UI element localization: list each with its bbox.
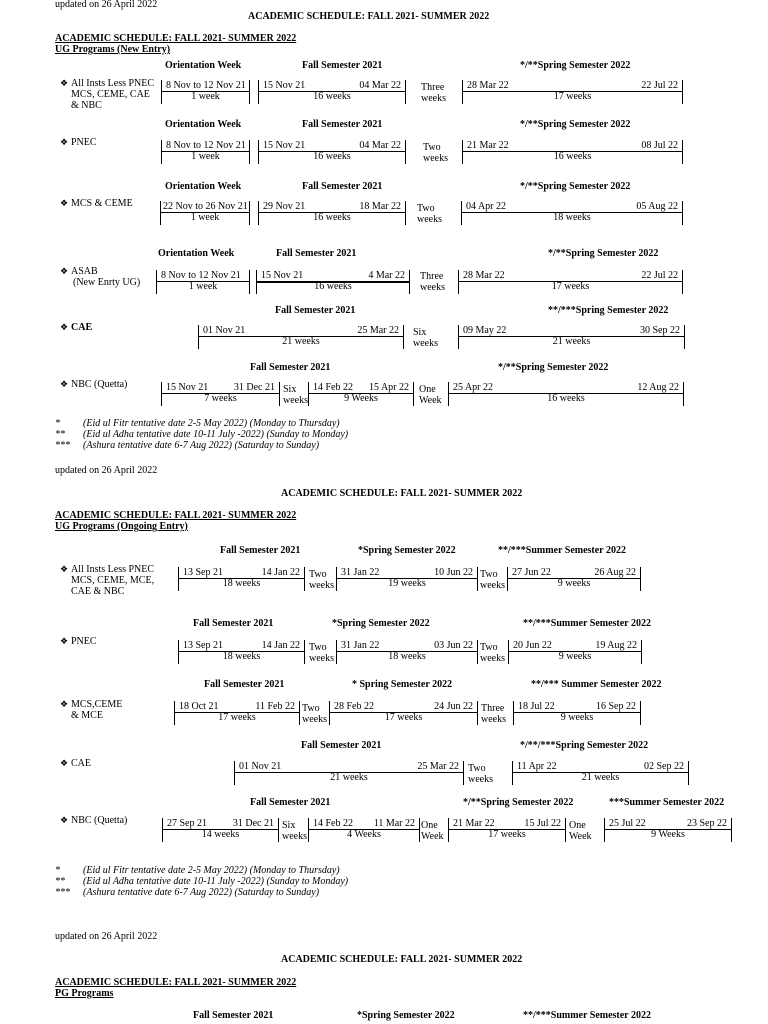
break-gap: Two weeks — [309, 642, 334, 664]
note-row: * (Eid ul Fitr tentative date 2-5 May 2022) (Monday to Thursday) — [55, 418, 340, 429]
fall-duration: 16 weeks — [313, 91, 351, 102]
header-spring: */**Spring Semester 2022 — [520, 119, 631, 130]
bullet-icon: ❖ — [60, 636, 69, 646]
spring-bar: 21 Mar 22 08 Jul 22 16 weeks — [462, 140, 683, 164]
row-label: MCS,CEME — [71, 699, 123, 710]
header-spring: */**Spring Semester 2022 — [520, 60, 631, 71]
row-label: All Insts Less PNEC — [71, 564, 155, 575]
row-label: All Insts Less PNEC — [71, 78, 155, 89]
row-label: CAE — [71, 758, 91, 769]
row-label-line3: & NBC — [71, 100, 102, 111]
header-orientation: Orientation Week — [165, 119, 242, 130]
row-label: PNEC — [71, 137, 97, 148]
header-fall: Fall Semester 2021 — [250, 362, 331, 373]
summer-bar: 25 Jul 22 23 Sep 22 9 Weeks — [604, 818, 732, 842]
header-fall: Fall Semester 2021 — [220, 545, 301, 556]
header-fall: Fall Semester 2021 — [193, 618, 274, 629]
break-gap: Two weeks — [480, 642, 505, 664]
header-fall: Fall Semester 2021 — [302, 119, 383, 130]
header-fall: Fall Semester 2021 — [204, 679, 285, 690]
fall-bar: 15 Nov 21 31 Dec 21 7 weeks — [161, 382, 280, 406]
break-gap: One Week — [419, 384, 442, 406]
spring-bar: 04 Apr 22 05 Aug 22 18 weeks — [461, 201, 683, 225]
row-label-line2: MCS, CEME, MCE, — [71, 575, 155, 586]
updated-note: updated on 26 April 2022 — [55, 931, 158, 942]
break-gap: Three weeks — [420, 271, 445, 293]
fall-bar: 13 Sep 21 14 Jan 22 18 weeks — [178, 640, 305, 664]
break-gap: Six weeks — [283, 384, 308, 406]
orientation-bar: 22 Nov to 26 Nov 21 1 week — [160, 201, 250, 225]
orientation-bar — [161, 80, 250, 104]
updated-note: updated on 26 April 2022 — [55, 465, 158, 476]
break-gap: One Week — [421, 820, 444, 842]
bullet-icon: ❖ — [60, 815, 69, 825]
section-subtitle: PG Programs — [55, 988, 114, 999]
row-label-line3: CAE & NBC — [71, 586, 125, 597]
spring-end: 22 Jul 22 — [641, 80, 678, 91]
spring-bar: 25 Apr 22 12 Aug 22 16 weeks — [448, 382, 684, 406]
row-label: PNEC — [71, 636, 97, 647]
header-fall: Fall Semester 2021 — [275, 305, 356, 316]
bullet-icon: ❖ — [60, 322, 69, 332]
section-subtitle: UG Programs (Ongoing Entry) — [55, 521, 188, 532]
page-title: ACADEMIC SCHEDULE: FALL 2021- SUMMER 2022 — [281, 488, 523, 499]
header-spring: *Spring Semester 2022 — [358, 545, 456, 556]
page-title: ACADEMIC SCHEDULE: FALL 2021- SUMMER 2022 — [248, 11, 490, 22]
fall-bar: 01 Nov 21 25 Mar 22 21 weeks — [198, 325, 404, 349]
row-label: ASAB — [71, 266, 98, 277]
bullet-icon: ❖ — [60, 379, 69, 389]
break-gap: Three weeks — [421, 82, 446, 104]
spring-bar: 31 Jan 22 10 Jun 22 19 weeks — [336, 567, 478, 591]
row-label: NBC (Quetta) — [71, 815, 128, 826]
spring-bar: 21 Mar 22 15 Jul 22 17 weeks — [448, 818, 566, 842]
fall-end: 04 Mar 22 — [359, 80, 401, 91]
break-gap: Six weeks — [413, 327, 438, 349]
section-title: ACADEMIC SCHEDULE: FALL 2021- SUMMER 2022 — [55, 33, 297, 44]
row-label-line2: (New Enrty UG) — [73, 277, 141, 288]
header-fall: Fall Semester 2021 — [301, 740, 382, 751]
header-summer: **/*** Summer Semester 2022 — [531, 679, 662, 690]
header-orientation: Orientation Week — [165, 181, 242, 192]
break-gap: One Week — [569, 820, 592, 842]
section-subtitle: UG Programs (New Entry) — [55, 44, 171, 55]
break-gap: Six weeks — [282, 820, 307, 842]
header-spring: */**Spring Semester 2022 — [520, 181, 631, 192]
row-label: MCS & CEME — [71, 198, 133, 209]
row-label: CAE — [71, 322, 93, 333]
updated-note: updated on 26 April 2022 — [55, 0, 158, 10]
header-fall: Fall Semester 2021 — [250, 797, 331, 808]
break-gap: Two weeks — [480, 569, 505, 591]
note-row: *** (Ashura tentative date 6-7 Aug 2022) (Saturday to Sunday) — [55, 440, 320, 451]
header-fall: Fall Semester 2021 — [276, 248, 357, 259]
bullet-icon: ❖ — [60, 699, 69, 709]
header-spring: */**Spring Semester 2022 — [463, 797, 574, 808]
row-label-line2: MCS, CEME, CAE — [71, 89, 150, 100]
bullet-icon: ❖ — [60, 198, 69, 208]
bullet-icon: ❖ — [60, 758, 69, 768]
note-row: * (Eid ul Fitr tentative date 2-5 May 2022) (Monday to Thursday) — [55, 865, 340, 876]
summer-bar: 20 Jun 22 19 Aug 22 9 weeks — [508, 640, 642, 664]
break-gap: Three weeks — [481, 703, 506, 725]
fall-bar: 15 Nov 21 4 Mar 22 16 weeks — [256, 270, 410, 294]
header-summer: **/***Summer Semester 2022 — [523, 618, 651, 629]
header-spring: */**Spring Semester 2022 — [548, 248, 659, 259]
note-row: ** (Eid ul Adha tentative date 10-11 July -2022) (Sunday to Monday) — [55, 876, 349, 887]
row-label-line2: & MCE — [71, 710, 103, 721]
header-spring: *Spring Semester 2022 — [357, 1010, 455, 1021]
fall-bar: 29 Nov 21 18 Mar 22 16 weeks — [258, 201, 406, 225]
fall-bar — [258, 80, 406, 104]
header-spring: * Spring Semester 2022 — [352, 679, 453, 690]
header-spring: */**/***Spring Semester 2022 — [520, 740, 649, 751]
spring-duration: 17 weeks — [553, 91, 592, 102]
spring-bar: 09 May 22 30 Sep 22 21 weeks — [458, 325, 685, 349]
bullet-icon: ❖ — [60, 137, 69, 147]
summer-bar: 18 Jul 22 16 Sep 22 9 weeks — [513, 701, 641, 725]
break-gap: Two weeks — [423, 142, 448, 164]
orientation-bar: 8 Nov to 12 Nov 21 1 week — [156, 270, 250, 294]
header-orientation: Orientation Week — [158, 248, 235, 259]
header-fall: Fall Semester 2021 — [193, 1010, 274, 1021]
summer-bar: 27 Jun 22 26 Aug 22 9 weeks — [507, 567, 641, 591]
fall-bar: 13 Sep 21 14 Jan 22 18 weeks — [178, 567, 305, 591]
row-label: NBC (Quetta) — [71, 379, 128, 390]
header-orientation: Orientation Week — [165, 60, 242, 71]
spring-bar: 31 Jan 22 03 Jun 22 18 weeks — [336, 640, 478, 664]
header-summer: ***Summer Semester 2022 — [609, 797, 725, 808]
spring-bar: 11 Apr 22 02 Sep 22 21 weeks — [512, 761, 689, 785]
spring-start: 28 Mar 22 — [467, 80, 509, 91]
header-summer: **/***Summer Semester 2022 — [523, 1010, 651, 1021]
header-fall: Fall Semester 2021 — [302, 181, 383, 192]
note-row: ** (Eid ul Adha tentative date 10-11 July -2022) (Sunday to Monday) — [55, 429, 349, 440]
orientation-dates: 8 Nov to 12 Nov 21 — [166, 80, 246, 91]
spring-bar — [462, 80, 683, 104]
bullet-icon: ❖ — [60, 266, 69, 276]
break-gap: Two weeks — [417, 203, 442, 225]
fall-bar: 15 Nov 21 04 Mar 22 16 weeks — [258, 140, 406, 164]
break-gap: Two weeks — [309, 569, 334, 591]
fall-bar: 01 Nov 21 25 Mar 22 21 weeks — [234, 761, 464, 785]
header-summer: **/***Summer Semester 2022 — [498, 545, 626, 556]
header-spring: *Spring Semester 2022 — [332, 618, 430, 629]
header-spring: **/***Spring Semester 2022 — [548, 305, 669, 316]
spring-bar: 28 Feb 22 24 Jun 22 17 weeks — [329, 701, 478, 725]
fall-bar: 27 Sep 21 31 Dec 21 14 weeks — [162, 818, 279, 842]
header-fall: Fall Semester 2021 — [302, 60, 383, 71]
break-gap: Two weeks — [468, 763, 493, 785]
fall-bar: 18 Oct 21 11 Feb 22 17 weeks — [174, 701, 300, 725]
break-gap: Two weeks — [302, 703, 327, 725]
spring-part1-bar: 14 Feb 22 15 Apr 22 9 Weeks — [308, 382, 414, 406]
spring-part1-bar: 14 Feb 22 11 Mar 22 4 Weeks — [308, 818, 420, 842]
orientation-bar: 8 Nov to 12 Nov 21 1 week — [161, 140, 250, 164]
orientation-duration: 1 week — [191, 91, 220, 102]
header-spring: */**Spring Semester 2022 — [498, 362, 609, 373]
section-title: ACADEMIC SCHEDULE: FALL 2021- SUMMER 2022 — [55, 510, 297, 521]
section-title: ACADEMIC SCHEDULE: FALL 2021- SUMMER 2022 — [55, 977, 297, 988]
page-title: ACADEMIC SCHEDULE: FALL 2021- SUMMER 2022 — [281, 954, 523, 965]
bullet-icon: ❖ — [60, 564, 69, 574]
note-row: *** (Ashura tentative date 6-7 Aug 2022) (Saturday to Sunday) — [55, 887, 320, 898]
spring-bar: 28 Mar 22 22 Jul 22 17 weeks — [458, 270, 683, 294]
fall-start: 15 Nov 21 — [263, 80, 306, 91]
bullet-icon: ❖ — [60, 78, 69, 88]
